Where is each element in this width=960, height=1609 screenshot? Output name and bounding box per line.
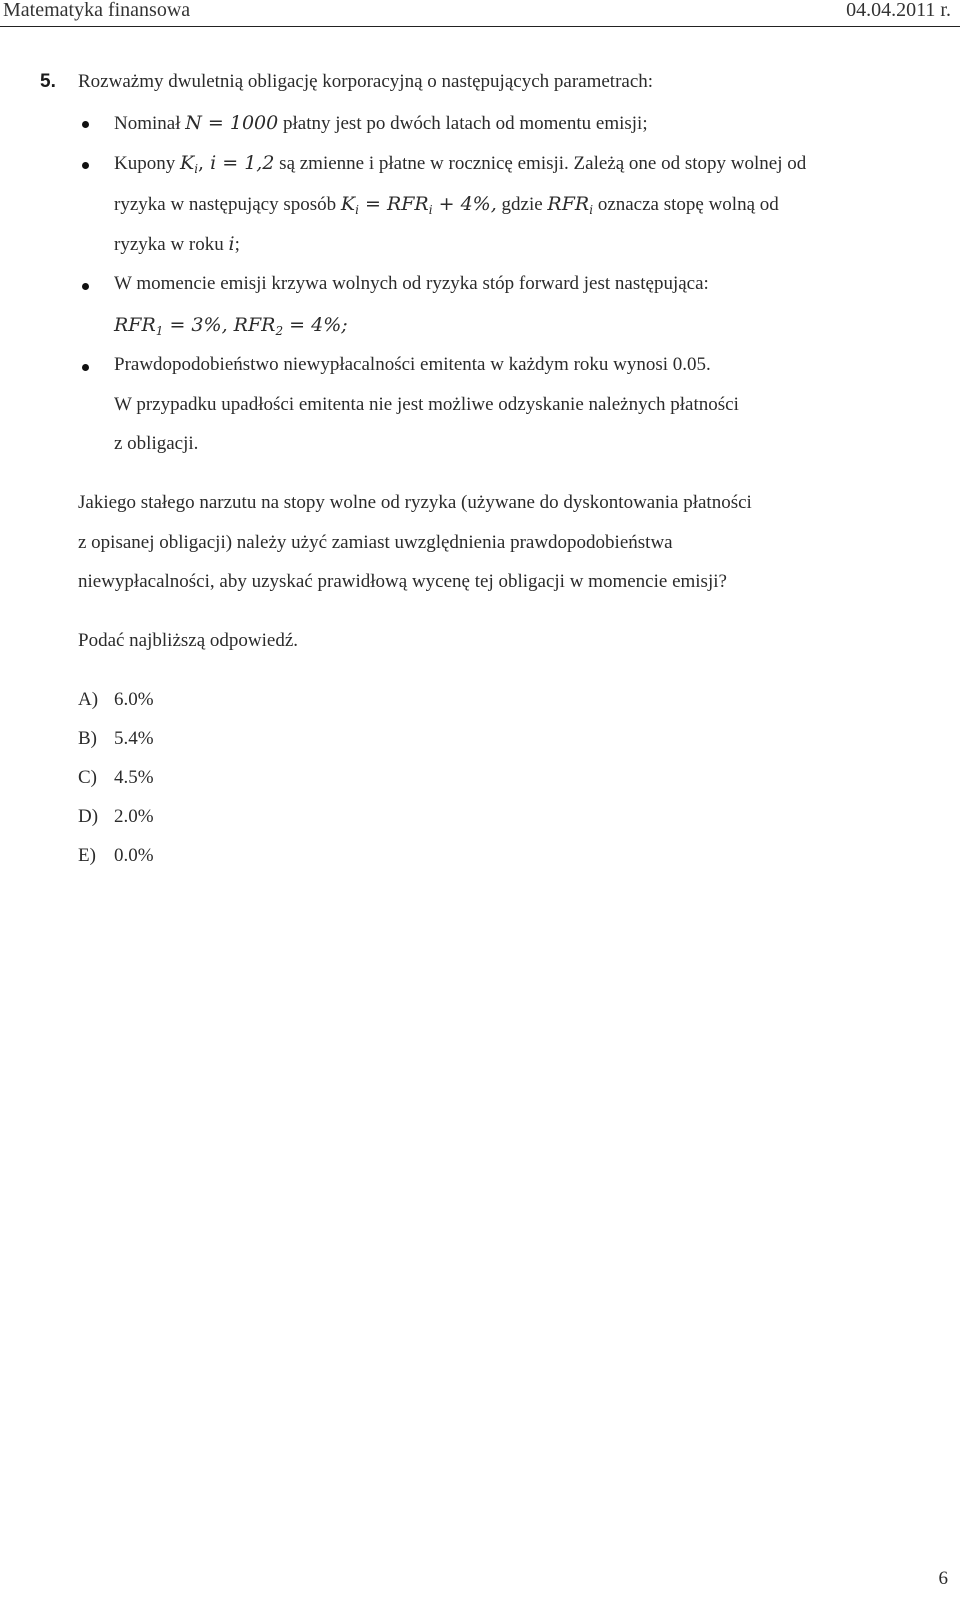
rfr-subscript: i	[589, 203, 594, 217]
nominal-formula: N = 1000	[185, 112, 279, 134]
rfr2-letters: RFR	[227, 314, 276, 336]
coupon-formula-line	[114, 192, 779, 217]
rfr-subscript: i	[428, 203, 433, 217]
instruction: Podać najbliższą odpowiedź.	[78, 630, 299, 651]
option-value: 4.5%	[114, 767, 154, 788]
header-date: 04.04.2011 r.	[846, 0, 951, 21]
rfr1-value: = 3%,	[163, 314, 228, 336]
option-value: 0.0%	[114, 845, 154, 866]
question-intro: Rozważmy dwuletnią obligację korporacyjną o następujących parametrach:	[78, 71, 654, 92]
index-formula: i = 1,2	[210, 152, 275, 174]
question-paragraph-line-1: Jakiego stałego narzutu na stopy wolne od ryzyka (używane do dyskontowania płatności	[78, 492, 752, 513]
rfr1-formula	[114, 314, 228, 336]
bullet-dot	[82, 121, 89, 128]
answer-option-a	[78, 688, 154, 712]
bullet-dot	[82, 283, 89, 290]
comma: ,	[198, 152, 211, 174]
answer-option-d	[78, 805, 154, 829]
rfr-symbol: RFR	[386, 193, 429, 215]
nominal-text: płatny jest po dwóch latach od momentu emisji;	[282, 113, 648, 134]
formula-intro: ryzyka w następujący sposób	[114, 194, 337, 215]
rfr1-letters: RFR	[114, 314, 156, 336]
option-letter: C)	[78, 767, 97, 788]
year-text: ryzyka w roku	[114, 234, 224, 255]
page-number: 6	[938, 1568, 948, 1589]
coupon-formula	[341, 193, 497, 215]
rfr2-value: = 4%;	[283, 314, 348, 336]
k-subscript: i	[355, 203, 359, 217]
year-line	[114, 232, 240, 257]
answer-option-e	[78, 844, 154, 868]
bankruptcy-text-end: z obligacji.	[114, 433, 199, 454]
bullet-dot	[82, 162, 89, 169]
question-paragraph-line-2: z opisanej obligacji) należy użyć zamiast uwzględnienia prawdopodobieństwa	[78, 532, 673, 553]
k-letter: K	[340, 193, 356, 215]
rfr-definition: oznacza stopę wolną od	[593, 194, 779, 215]
nominal-label: Nominał	[114, 113, 181, 134]
k-subscript: i	[194, 162, 199, 176]
k-letter: K	[179, 152, 195, 174]
rfr-symbol-2	[547, 193, 593, 215]
bankruptcy-text: W przypadku upadłości emitenta nie jest możliwe odzyskanie należnych płatności	[114, 394, 739, 415]
year-index: i	[228, 233, 235, 255]
coupons-label: Kupony	[114, 153, 176, 174]
rfr2-formula	[228, 314, 348, 336]
plus-term: + 4%,	[432, 193, 497, 215]
bullet-dot	[82, 364, 89, 371]
option-letter: D)	[78, 806, 99, 827]
rfr-letters: RFR	[547, 193, 590, 215]
answer-option-b	[78, 727, 154, 751]
header-title: Matematyka finansowa	[3, 0, 191, 21]
question-number: 5.	[40, 71, 56, 92]
bullet-forward-curve: W momencie emisji krzywa wolnych od ryzyka stóp forward jest następująca:	[114, 273, 709, 294]
where-word: gdzie	[496, 194, 548, 215]
forward-rates	[114, 313, 348, 338]
page-header	[0, 0, 960, 27]
option-letter: B)	[78, 728, 97, 749]
question-paragraph-line-3: niewypłacalności, aby uzyskać prawidłową wycenę tej obligacji w momencie emisji?	[78, 571, 727, 592]
bullet-nominal	[114, 111, 648, 136]
coupons-text: są zmienne i płatne w rocznicę emisji. Zależą one od stopy wolnej od	[279, 153, 807, 174]
bullet-coupons	[114, 151, 806, 176]
semicolon: ;	[234, 234, 240, 255]
option-letter: E)	[78, 845, 96, 866]
answer-option-c	[78, 766, 154, 790]
default-probability: Prawdopodobieństwo niewypłacalności emitenta w każdym roku wynosi 0.05.	[114, 354, 711, 375]
option-value: 5.4%	[114, 728, 154, 749]
coupon-symbol	[180, 152, 198, 174]
option-letter: A)	[78, 689, 99, 710]
rfr1-subscript: 1	[155, 324, 164, 338]
rfr2-subscript: 2	[275, 324, 284, 338]
option-value: 6.0%	[114, 689, 154, 710]
equals: =	[358, 193, 387, 215]
option-value: 2.0%	[114, 806, 154, 827]
